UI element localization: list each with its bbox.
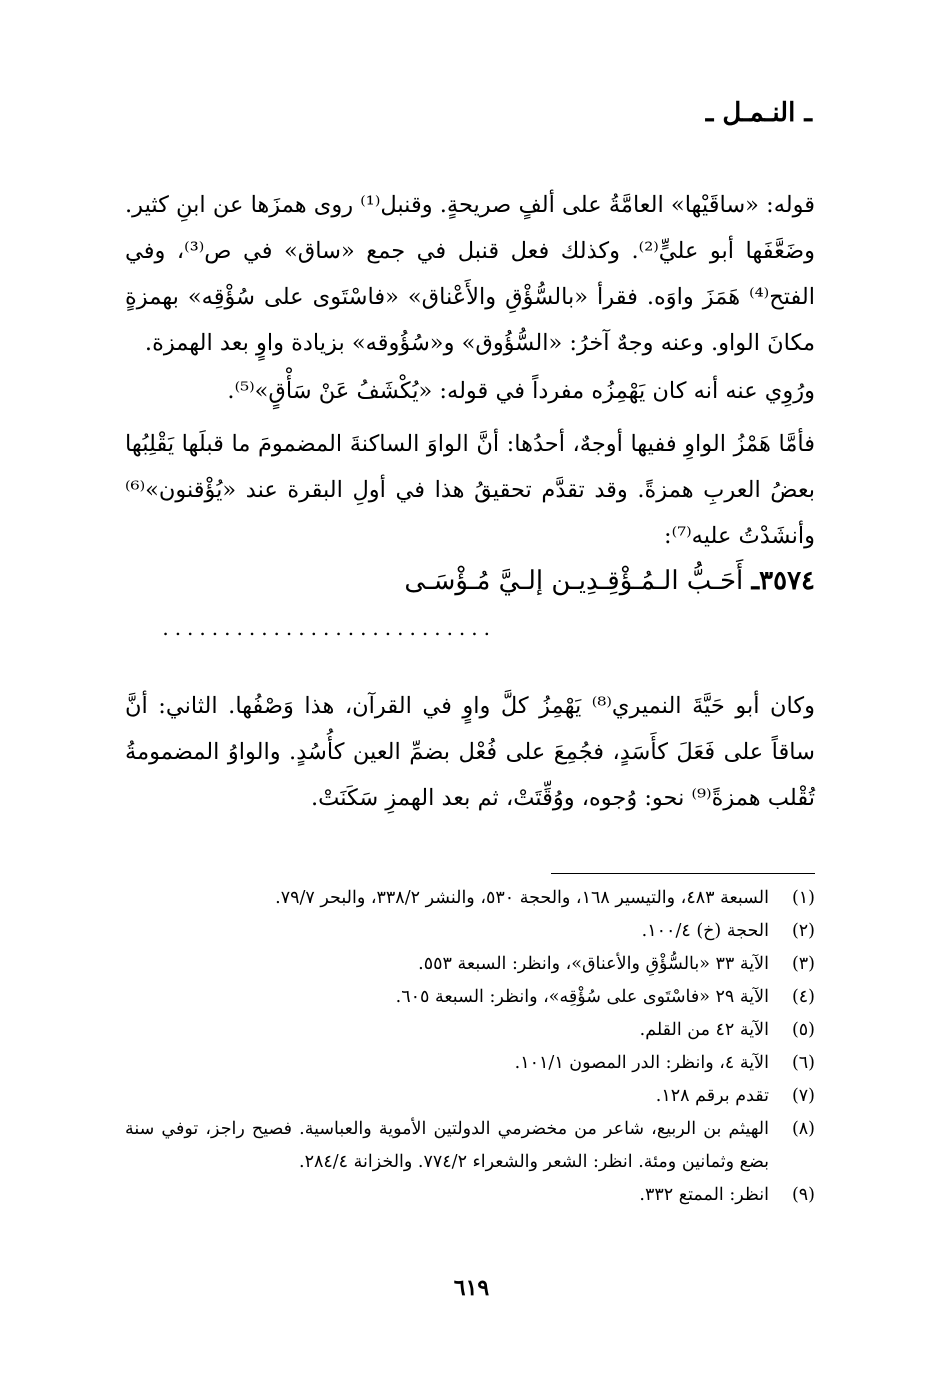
footnote-number: (٥) bbox=[791, 1020, 815, 1040]
footnote-text: الآية ٤، وانظر: الدر المصون ١٠١/١. bbox=[514, 1053, 769, 1073]
footnote-number: (٨) bbox=[791, 1119, 815, 1139]
paragraph-3: فأمَّا هَمْزُ الواوِ ففيها أوجهٌ، أحدُها: أنَّ الواوَ الساكنةَ المضمومَ ما قبلَها يَقْلِبُها بعضُ العربِ همزةً. وقد تقدَّم تحقيقُ هذا في أولِ البقرة عند «يُؤْقنون»⁽⁶⁾ وأنشَدْتُ عليه⁽⁷⁾: bbox=[125, 431, 815, 549]
footnote-number: (٤) bbox=[791, 987, 815, 1007]
footnote-number: (٦) bbox=[791, 1053, 815, 1073]
footnote-item bbox=[125, 1047, 815, 1080]
footnote-number: (١) bbox=[791, 888, 815, 908]
footnote-text: الآية ٢٩ «فاسْتَوى على سُؤْقِه»، وانظر: السبعة ٦٠٥. bbox=[395, 987, 769, 1007]
footnote-divider bbox=[551, 873, 815, 874]
paragraph-4: وكان أبو حَيَّةَ النميري⁽⁸⁾ يَهْمِزُ كلَّ واوٍ في القرآن، هذا وَصْفُها. الثاني: أنَّ ساقاً على فَعَلَ كأَسَدٍ، فجُمِعَ على فُعْل بضمِّ العين كأُسُدٍ. والواوُ المضمومةُ تُقْلب همزةً⁽⁹⁾ نحو: وُجوه، ووُقِّتَتْ، ثم بعد الهمزِ سَكَنَتْ. bbox=[125, 693, 815, 811]
footnote-text: انظر: الممتع ٣٣٢. bbox=[639, 1185, 769, 1205]
footnote-number: (٣) bbox=[791, 954, 815, 974]
footnote-item bbox=[125, 948, 815, 981]
footnote-item bbox=[125, 981, 815, 1014]
page-number: ٦١٩ bbox=[453, 1275, 490, 1301]
footnote-number: (٧) bbox=[791, 1086, 815, 1106]
footnote-text: الآية ٣٣ «بالسُّؤْقِ والأعناق»، وانظر: السبعة ٥٥٣. bbox=[418, 954, 769, 974]
running-header: ـ النـمـل ـ bbox=[705, 98, 812, 128]
footnote-item bbox=[125, 1113, 815, 1179]
paragraph-2: ورُوِي عنه أنه كان يَهْمِزُه مفرداً في قوله: «يُكْشَفُ عَنْ سَأْقٍ»⁽⁵⁾. bbox=[227, 378, 815, 404]
footnote-item bbox=[125, 915, 815, 948]
footnote-text: الآية ٤٢ من القلم. bbox=[639, 1020, 769, 1040]
footnote-text: الحجة (خ) ١٠٠/٤. bbox=[641, 921, 769, 941]
footnote-item bbox=[125, 1080, 815, 1113]
footnote-item bbox=[125, 882, 815, 915]
verse-number: ٣٥٧٤ـ bbox=[751, 566, 815, 596]
poetry-verse bbox=[125, 566, 815, 596]
verse-ellipsis: ........................... bbox=[162, 616, 496, 640]
footnote-text: تقدم برقم ١٢٨. bbox=[655, 1086, 769, 1106]
footnote-item bbox=[125, 1014, 815, 1047]
footnote-number: (٢) bbox=[791, 921, 815, 941]
paragraph-1: قوله: «ساقَيْها» العامَّةُ على ألفٍ صريحةٍ. وقنبل⁽¹⁾ روى همزَها عن ابنِ كثير. وضَعَّفَها أبو عليٍّ⁽²⁾. وكذلك فعل قنبل في جمع «ساق» في ص⁽³⁾، وفي الفتح⁽⁴⁾ هَمَزَ واوَه. فقرأ «بالسُّؤْقِ والأَعْناق» «فاسْتَوى على سُؤْقِه» بهمزةٍ مكانَ الواو. وعنه وجهٌ آخرُ: «السُّؤُوق» و«سُؤُوقه» بزيادة واوٍ بعد الهمزة. bbox=[125, 192, 815, 356]
footnote-item bbox=[125, 1179, 815, 1212]
footnotes-list bbox=[125, 882, 815, 1212]
footnote-number: (٩) bbox=[791, 1185, 815, 1205]
footnote-text: السبعة ٤٨٣، والتيسير ١٦٨، والحجة ٥٣٠، والنشر ٣٣٨/٢، والبحر ٧٩/٧. bbox=[275, 888, 769, 908]
footnote-text: الهيثم بن الربيع، شاعر من مخضرمي الدولتين الأموية والعباسية. فصيح راجز، توفي سنة بضع وثمانين ومئة. انظر: الشعر والشعراء ٧٧٤/٢. والخزانة ٢٨٤/٤. bbox=[125, 1119, 769, 1172]
verse-text: أَحَـبُّ الـمُـؤْقِـدِيـن إلـيَّ مُـؤْسَـى bbox=[404, 566, 744, 596]
